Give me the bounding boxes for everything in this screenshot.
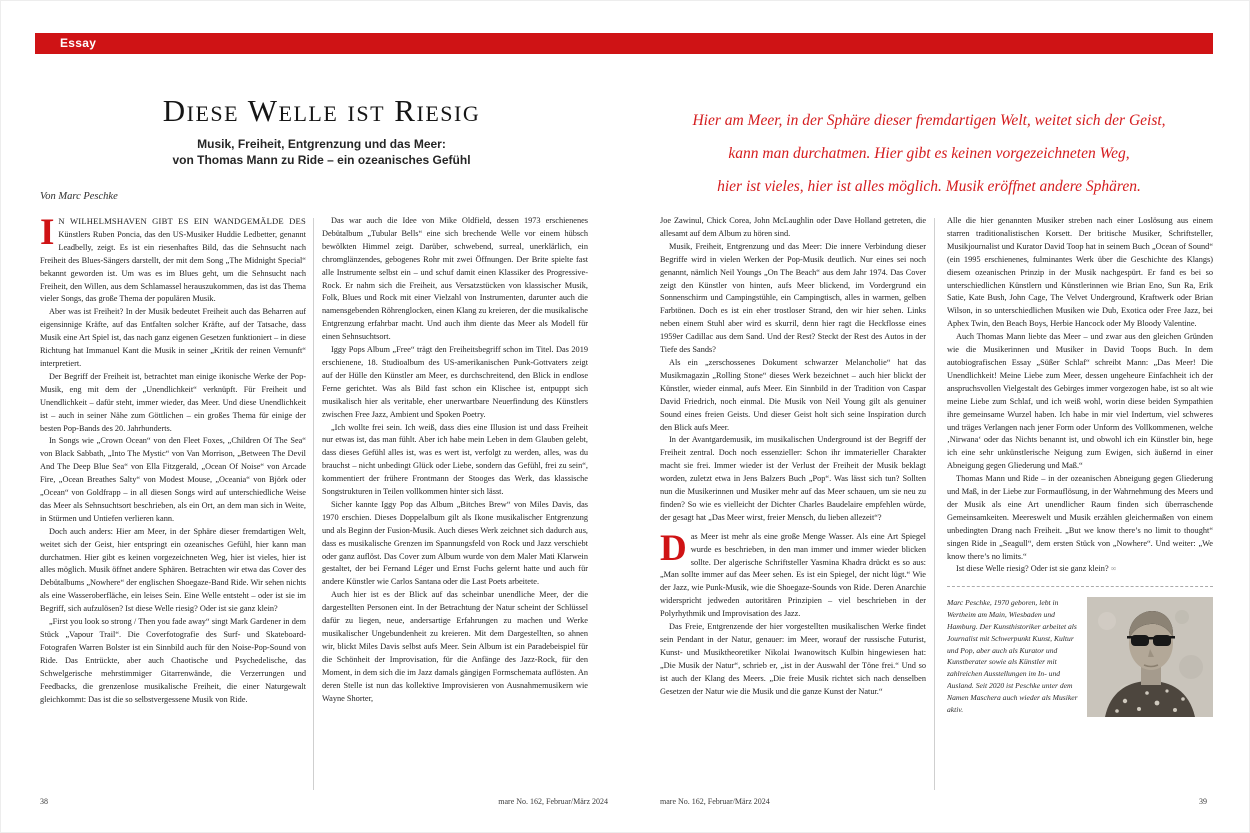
body-paragraph: Auch hier ist es der Blick auf das scheinbar unendliche Meer, der die dargestellten Personen eint. In der Betrachtung der Natur scheint der Schlüssel dafür zu liegen, neue, andersartige Erfahrungen zu machen und Werke musikalischer Ungebundenheit zu kreieren. Mit dem Dargestellten, so ahnen wir, blickt Miles Davis selbst aufs Meer. Sein Album ist ein Paradebeispiel für die Schönheit der Improvisation, für die Anfänge des Jazz-Rock, für den Moment, in dem sich die im Jazz damals gängigen Formschemata auflösten. An deren Stelle ist nun das kollektive Improvisieren von Ausnahmemusikern wie Wayne Shorter, xyxy=(322,590,588,703)
kicker-bar xyxy=(35,33,1213,54)
article-subtitle xyxy=(35,136,608,168)
body-paragraph: Sicher kannte Iggy Pop das Album „Bitches Brew“ von Miles Davis, das 1970 erschien. Dieses Doppelalbum gilt als Ikone musikalischer Entgrenzung und als Beginn der Fusion-Musik. Auch dieses Werk zeichnet sich dadurch aus, dass es musikalische Grenzen im Spannungsfeld von Rock und Jazz verschiebt oder ganz auflöst. Das Cover zum Album wurde von dem Maler Mati Klarwein gestaltet, der bei Fernand Léger und Ernst Fuchs gelernt hatte und auch für andere Künstler wie Carlos Santana oder die Last Poets arbeitete. xyxy=(322,499,588,587)
pull-quote xyxy=(640,104,1218,203)
body-paragraph: Alle die hier genannten Musiker streben nach einer Loslösung aus einem starren traditionalistischen Korsett. Der britische Musiker, Schriftsteller, Musikjournalist und Kurator David Toop hat in seinem Buch „Ocean of Sound“ (ein 1995 erschienenes, fulminantes Werk über die Geschichte des Klangs) diesem ozeanischen Prinzip in der Musik nachgespürt. Er fand es bei so unterschiedlichen Künstlern und Künstlerinnen wie Brian Eno, Sun Ra, Erik Satie, Kate Bush, John Cage, The Velvet Underground, Kraftwerk oder Brian Wilson, in so unterschiedlichen Musiken wie Dub, Exotica oder Free Jazz, bei Aphex Twin, den Beach Boys, Herbie Hancock oder My Bloody Valentine. xyxy=(947,216,1213,329)
body-paragraph: Der Begriff der Freiheit ist, betrachtet man einige ikonische Werke der Pop-Musik, eng mit dem der „Unendlichkeit“ verknüpft. Für Freiheit und Unendlichkeit – dafür steht, immer wieder, das Meer. Und diese Unendlichkeit ist – auch in seiner Nähe zum Göttlichen – ein großes Thema für einige der besten Pop-Bands des 20. Jahrhunderts. xyxy=(40,371,306,433)
body-paragraph: In der Avantgardemusik, im musikalischen Underground ist der Begriff der Freiheit zentral. Doch noch essenzieller: Schon ihr immaterieller Charakter macht sie frei. Immer wieder ist der Verlust der Freiheit der Musik beklagt worden, zuletzt etwa in Jens Balzers Buch „Pop“. Was lässt sich tun? Sollten nun die Musikerinnen und Musiker mehr auf das Meer schauen, um sie neu zu finden? So wie es vielleicht der Dichter Charles Baudelaire empfehlen würde, der gesagt hat „Das Meer wirst, freier Mensch, du lieben allezeit“? xyxy=(660,435,926,522)
author-photo xyxy=(1087,597,1213,717)
page-number-right: 39 xyxy=(1199,797,1207,806)
kicker-label: Essay xyxy=(60,36,97,50)
author-bio-block xyxy=(947,597,1213,717)
drop-cap-i: I xyxy=(40,215,55,253)
body-paragraph: Aber was ist Freiheit? In der Musik bedeutet Freiheit auch das Beharren auf eigensinnige Kräfte, auf das Entfalten solcher Kräfte, auf der Tatsache, dass Musik eine Art Spiel ist, das nach ganz eigenen Gesetzen funktioniert – in diese Richtung hat Immanuel Kant die Musik in seiner „Kritik der reinen Vernunft“ interpretiert. xyxy=(40,307,306,368)
page-number-left: 38 xyxy=(40,797,48,806)
author-bio-text: Marc Peschke, 1970 geboren, lebt in Wertheim am Main, Wiesbaden und Hamburg. Der Kunsthistoriker arbeitet als Journalist mit Schwerpunkt Kunst, Kultur und Pop, aber auch als Kurator und Kunstberater sowie als Künstler mit zahlreichen Ausstellungen im In- und Ausland. Seit 2020 ist Peschke unter dem Namen Maschera auch wieder als Musiker aktiv. xyxy=(947,598,1078,714)
author-bio-divider xyxy=(947,586,1213,587)
byline: Von Marc Peschke xyxy=(40,191,118,202)
left-page-column-1 xyxy=(40,215,306,793)
lead-small-caps: N WILHELMSHAVEN GIBT ES EIN WANDGEMÄLDE DES xyxy=(58,216,306,226)
issue-line-left: mare No. 162, Februar/März 2024 xyxy=(498,797,608,806)
subtitle-line-1: Musik, Freiheit, Entgrenzung und das Meer: xyxy=(197,137,446,151)
closing-line: Ist diese Welle riesig? Oder ist sie ganz klein? ∞ xyxy=(956,564,1116,574)
pull-quote-line-3: hier ist vieles, hier ist alles möglich. Musik eröffnet andere Sphären. xyxy=(717,178,1141,195)
drop-cap-paragraph-text: as Meer ist mehr als eine große Menge Wasser. Als eine Art Spiegel wurde es beschrieben, in den man immer und immer wieder blicken sollte. Der algerische Schriftsteller Yasmina Khadra drückt es so aus: „Man sollte immer auf das Meer sehen. Es ist ein Spiegel, der nicht lügt.“ Wie der Jazz, wie Punk-Musik, wie die Shoegaze-Sounds von Ride. Deren Anarchie widerspricht jedweden autoritären Prinzipien – viel beschrieben in der Polyrhythmik und Improvisation des Jazz. xyxy=(660,531,926,619)
body-paragraph: „First you look so strong / Then you fade away“ singt Mark Gardener in dem Stück „Vapour Trail“. Die Coverfotografie des Surf- und Skateboard-Fotografen Warren Bolster ist ein Sinnbild auch für den Noise-Pop-Sound von Ride. Das Entrückte, aber auch Chaotische und Psychedelische, das Schwelgerische mehrstimmiger Gitarrenwände, die Verzerrungen und Feedbacks, die grenzenlose musikalische Freiheit, die einer Naturgewalt gleichkommt: Das ist die so selbstvergessene Musik von Ride. xyxy=(40,617,306,704)
body-paragraph: Doch auch anders: Hier am Meer, in der Sphäre dieser fremdartigen Welt, weitet sich der Geist, hier entspringt ein ozeanisches Gefühl, hier kann man durchatmen. Hier gibt es keinen vorgezeichneten Weg, hier ist vieles, hier ist alles möglich. Musik öffnet andere Sphären. Betrachten wir etwa das Cover des Debütalbums „Nowhere“ der englischen Shoegaze-Band Ride. Wir sehen nichts als eine Wasseroberfläche, ein leises Sein. Eine Welle entsteht – oder ist sie im Begriff, sich aufzulösen? Ist diese Welle riesig? Oder ist sie ganz klein? xyxy=(40,526,306,614)
body-paragraph: Thomas Mann und Ride – in der ozeanischen Abneigung gegen Gliederung und Maß, in der Liebe zur Formauflösung, in der Wahrnehmung des Meers und der Musik als eine Art unendlicher Raum finden sich überraschende Gemeinsamkeiten. Meereswelt und Musik erzählen gleichermaßen von einem unbedingten Drang nach Freiheit. „But we know there’s no limit to thought“ singen Ride in „Seagull“, dem ersten Stück von „Nowhere“. Und weiter: „We know there’s no limits.“ xyxy=(947,474,1213,561)
body-paragraph: „Ich wollte frei sein. Ich weiß, dass dies eine Illusion ist und dass Freiheit nur etwas ist, das man fühlt. Aber ich habe mein Leben in dem Glauben gelebt, dass dieses Gefühl alles ist, was es wert ist, verfolgt zu werden, alles, was du brauchst – nicht unbedingt Glück oder Liebe, sondern das Gefühl, frei zu sein“, kommentiert der frühere Frontmann der Stooges das Werk, das klassische Songstrukturen in Teilen vollkommen hinter sich lässt. xyxy=(322,422,588,497)
body-paragraph: Als ein „zerschossenes Dokument schwarzer Melancholie“ hat das Musikmagazin „Rolling Stone“ dieses Werk bezeichnet – auch hier blickt der Künstler, wieder einmal, aufs Meer. Ein Sinnbild in der Tradition von Caspar David Friedrich, noch einmal. Die Musik von Neil Young gilt als genuiner Sound eines freien Geists. Und dieser Geist holt sich seine Inspiration durch den Blick aufs Meer. xyxy=(660,357,926,432)
body-paragraph: Auch Thomas Mann liebte das Meer – und zwar aus den gleichen Gründen wie die Musikerinnen und Musiker in David Toops Buch. In dem autobiografischen Essay „Süßer Schlaf“ schreibt Mann: „Das Meer! Die Unendlichkeit! Meine Liebe zum Meer, dessen ungeheure Einfachheit ich der anspruchsvollen Vielgestalt des Gebirges immer vorgezogen habe, ist so alt wie meine Liebe zum Schlaf, und ich weiß wohl, worin diese beiden Sympathien ihre gemeinsame Wurzel haben. Ich habe in mir viel Indertum, viel schweres und träges Verlangen nach jener Form oder Unform des Vollkommenen, welche ‚Nirwana‘ oder das Nichts benannt ist, und obwohl ich ein Künstler bin, hege ich eine sehr unkünstlerische Neigung zum Ewigen, sich äußernd in einer Abneigung gegen Gliederung und Maß.“ xyxy=(947,332,1213,471)
drop-cap-paragraph xyxy=(660,527,926,621)
pull-quote-line-1: Hier am Meer, in der Sphäre dieser fremdartigen Welt, weitet sich der Geist, xyxy=(692,112,1166,129)
article-end-icon: ∞ xyxy=(1110,564,1116,574)
right-page-column-1 xyxy=(660,215,926,793)
right-page-column-2 xyxy=(947,215,1213,793)
body-paragraph: Das Freie, Entgrenzende der hier vorgestellten musikalischen Werke findet sein Pendant in der Natur, genauer: im Meer, worauf der russische Futurist, Kunst- und Musiktheoretiker Nikolai Iwanowitsch Kulbin hingewiesen hat: „Die Musik der Natur“, schrieb er, „ist in der Auswahl der Töne frei.“ Und so ist auch der Klang des Meers. „Die freie Musik richtet sich nach denselben Gesetzen der Natur wie die Musik und die ganze Kunst der Natur.“ xyxy=(660,622,926,696)
lead-paragraph-text: Künstlers Ruben Poncia, das den US-Musiker Huddie Ledbetter, genannt Leadbelly, zeigt. Es ist ein riesenhaftes Bild, das die Sehnsucht nach Freiheit des Blues-Sängers darstellt, der mit dem Song „The Midnight Special“ bekannt geworden ist. Um was es im Blues geht, um die Sehnsucht nach Freiheit, den Willen, aus dem Schlamassel herauszukommen, das ist das Thema vieler Songs, das große Thema der populären Musik. xyxy=(40,229,306,304)
body-paragraph: Iggy Pops Album „Free“ trägt den Freiheitsbegriff schon im Titel. Das 2019 erschienene, 18. Studioalbum des US-amerikanischen Punk-Gottvaters zeigt auf der Hülle den Künstler am Meer, es durchschreitend, den Blick in endlose Ferne gerichtet. Was als Bild fast schon ein Klischee ist, entpuppt sich musikalisch hier als veritable, eher unerwartbare Neuerfindung des Künstlers zwischen Free Jazz, Ambient und Spoken Poetry. xyxy=(322,345,588,419)
body-paragraph: Das war auch die Idee von Mike Oldfield, dessen 1973 erschienenes Debütalbum „Tubular Bells“ eine sich brechende Welle vor einem hübsch bewölkten Himmel zeigt. Darüber, schwebend, surreal, unerklärlich, ein chromglänzendes, gebogenes Rohr mit zwei Öffnungen. Der Brite spielte fast alle Instrumente selbst ein – und schuf damit einen Klassiker des Progressive-Rock. Er nahm sich die Freiheit, aus Versatzstücken von klassischer Musik, Folk, Blues und Rock mit einer Vielzahl von Instrumenten, darunter auch die namensgebenden Röhrenglocken, einen Klang zu kreieren, der die musikalische Entgrenzung erfahrbar macht. Und auch ihm diente das Meer als Modell für einen Sehnsuchtsort. xyxy=(322,216,588,342)
column-divider-right-page xyxy=(934,218,935,790)
page-title: Diese Welle ist Riesig xyxy=(162,93,481,128)
issue-line-right: mare No. 162, Februar/März 2024 xyxy=(660,797,770,806)
pull-quote-line-2: kann man durchatmen. Hier gibt es keinen vorgezeichneten Weg, xyxy=(728,145,1130,162)
lead-paragraph xyxy=(40,215,306,306)
body-paragraph: Joe Zawinul, Chick Corea, John McLaughlin oder Dave Holland getreten, die allesamt auf dem Album zu hören sind. xyxy=(660,216,926,238)
subtitle-line-2: von Thomas Mann zu Ride – ein ozeanisches Gefühl xyxy=(172,153,471,167)
column-divider-left-page xyxy=(313,218,314,790)
body-paragraph: Musik, Freiheit, Entgrenzung und das Meer: Die innere Verbindung dieser Begriffe wird in vielen Werken der Pop-Musik deutlich. Nur eines sei noch genannt, nämlich Neil Youngs „On The Beach“ aus dem Jahr 1974. Das Cover zeigt den Künstler von hinten, aufs Meer blickend, im Vordergrund ein Sonnenschirm und Campingstühle, ein Campingtisch, alles in warmen, gelben Farbtönen. Doch es ist ein eher trostloser Strand, den wir hier sehen. Links neben einem Stuhl aber wird es skurril, denn hier ragt die Heckflosse eines 1959er Cadillac aus dem Sand. Und der Rest? Steckt der Rest des Autos in der Tiefe des Sands? xyxy=(660,241,926,355)
left-page-column-2 xyxy=(322,215,588,793)
body-paragraph: In Songs wie „Crown Ocean“ von den Fleet Foxes, „Children Of The Sea“ von Black Sabbath, „Into The Mystic“ von Van Morrison, „Between The Devil And The Deep Blue Sea“ von Ella Fitzgerald, „Ocean Of Noise“ von Arcade Fire, „Ocean Breathes Salty“ von Modest Mouse, „Oceania“ von Björk oder „Ocean“ von Goldfrapp – in all diesen Songs wird auf unterschiedliche Weise das Meer als Sehnsuchtsort beschrieben, als ein Ort, an dem man sich in Weite, in Stürmen und Untiefen verlieren kann. xyxy=(40,436,306,523)
drop-cap-d: D xyxy=(660,527,687,569)
